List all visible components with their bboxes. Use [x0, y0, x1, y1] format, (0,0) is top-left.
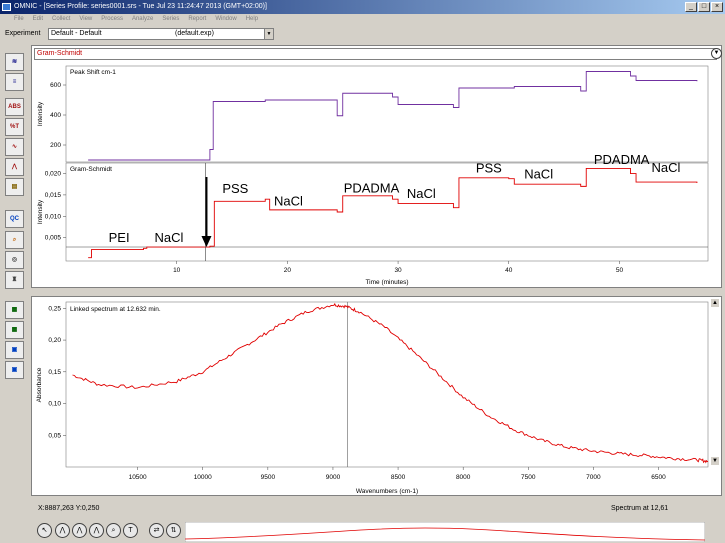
- scroll-up-button[interactable]: ▲: [712, 300, 718, 306]
- spectrum-y-tick-label: 0,10: [48, 400, 61, 408]
- menu-file[interactable]: File: [14, 16, 24, 22]
- menu-report[interactable]: Report: [188, 16, 207, 22]
- spectrum-series: [73, 304, 709, 463]
- chevron-down-icon[interactable]: ▼: [711, 48, 722, 59]
- down-arrow-icon: [201, 236, 211, 247]
- zoom-tool-icon[interactable]: ⌕: [106, 523, 121, 538]
- expand-icon[interactable]: ⇄: [149, 523, 164, 538]
- peak-height-icon[interactable]: ⋀: [72, 523, 87, 538]
- region-tool-icon[interactable]: ⋀: [55, 523, 70, 538]
- menu-view[interactable]: View: [79, 16, 93, 22]
- series-c-icon[interactable]: ▣: [5, 341, 24, 359]
- menu-analyze[interactable]: Analyze: [131, 16, 154, 22]
- abs-icon[interactable]: ABS: [5, 98, 24, 116]
- window-titlebar: [0, 0, 725, 14]
- peak-y-tick-label: 200: [50, 142, 61, 149]
- experiment-select[interactable]: [48, 28, 274, 40]
- menu-edit[interactable]: Edit: [32, 16, 44, 22]
- spectrum-x-tick-label: 9500: [260, 474, 276, 481]
- peak-panel-title: Peak Shift cm-1: [70, 69, 116, 76]
- chevron-down-icon[interactable]: ▼: [264, 29, 273, 39]
- peak-plot-frame: [66, 66, 708, 162]
- spectrum-x-tick-label: 7000: [586, 474, 601, 481]
- step-annotation: PDADMA: [343, 180, 400, 196]
- library-icon[interactable]: ▤: [5, 178, 24, 196]
- step-annotation: PSS: [222, 180, 249, 196]
- gs-y-tick-label: 0,020: [44, 170, 61, 178]
- qc-icon[interactable]: QC: [5, 210, 24, 228]
- minimize-button[interactable]: _: [685, 2, 697, 12]
- profile-selector[interactable]: [34, 48, 717, 60]
- menu-series[interactable]: Series: [162, 16, 180, 22]
- top-x-label: Time (minutes): [365, 279, 409, 286]
- experiment-label: Experiment: [5, 30, 41, 37]
- series-d-icon[interactable]: ▣: [5, 361, 24, 379]
- spectrum-y-tick-label: 0,25: [48, 305, 61, 313]
- menu-window[interactable]: Window: [215, 16, 237, 22]
- time-x-tick-label: 20: [283, 267, 291, 274]
- series-profile-chart[interactable]: [32, 60, 721, 288]
- menu-process[interactable]: Process: [101, 16, 123, 22]
- app-icon: [2, 3, 11, 11]
- gs-y-tick-label: 0,005: [44, 234, 61, 242]
- peak-icon[interactable]: ⋀: [5, 158, 24, 176]
- spectrum-x-tick-label: 6500: [651, 474, 666, 481]
- step-annotation: PSS: [475, 160, 502, 176]
- menu-help[interactable]: Help: [245, 16, 259, 22]
- step-annotation: NaCl: [651, 159, 681, 175]
- menu-bar: [0, 14, 725, 25]
- step-annotation: PEI: [108, 229, 130, 245]
- stack-icon[interactable]: ≡: [5, 73, 24, 91]
- spectrum-y-tick-label: 0,15: [48, 368, 61, 376]
- gs-plot-frame: [66, 163, 708, 261]
- percent-t-icon[interactable]: %T: [5, 118, 24, 136]
- experiment-value: Default - Default: [51, 30, 102, 37]
- window-title: OMNIC - [Series Profile: series0001.srs - Tue Jul 23 11:24:47 2013 (GMT+02:00)]: [14, 3, 267, 10]
- step-annotation: NaCl: [274, 193, 303, 209]
- peak-y-tick-label: 400: [50, 112, 61, 119]
- step-annotation: PDADMA: [593, 152, 650, 168]
- overview-pane[interactable]: [185, 522, 705, 542]
- time-x-tick-label: 10: [173, 267, 181, 274]
- menu-collect[interactable]: Collect: [52, 16, 71, 22]
- gs-y-tick-label: 0,010: [44, 213, 61, 221]
- chemigram-icon[interactable]: ◎: [5, 251, 24, 269]
- spectrum-x-tick-label: 8000: [455, 474, 471, 481]
- experiment-bar: [0, 25, 725, 45]
- baseline-icon[interactable]: ∿: [5, 138, 24, 156]
- spectrum-x-tick-label: 8500: [390, 474, 406, 481]
- time-x-tick-label: 30: [394, 267, 402, 274]
- cursor-coordinates: X:8887,263 Y:0,250: [38, 505, 100, 512]
- time-x-tick-label: 50: [615, 267, 624, 274]
- series-profile-panel: [31, 45, 722, 288]
- spectrum-x-tick-label: 10500: [128, 474, 147, 481]
- left-toolbar: [0, 45, 30, 435]
- spectrum-x-tick-label: 10000: [193, 474, 212, 481]
- spectrum-y-tick-label: 0,20: [48, 337, 61, 345]
- step-annotation: NaCl: [524, 166, 554, 182]
- series-a-icon[interactable]: ▦: [5, 301, 24, 319]
- step-annotation: NaCl: [154, 229, 184, 245]
- spectrum-x-label: Wavenumbers (cm-1): [355, 488, 419, 495]
- experiment-file: (default.exp): [175, 30, 214, 37]
- time-x-tick-label: 40: [505, 267, 513, 274]
- spectrum-title: Linked spectrum at 12.632 min.: [70, 306, 161, 313]
- profile-selector-value: Gram-Schmidt: [37, 50, 83, 57]
- spectrum-x-tick-label: 9000: [325, 474, 341, 481]
- peak-shift-series: [88, 72, 697, 161]
- spectrum-time: Spectrum at 12,61: [611, 505, 669, 512]
- gs-y-tick-label: 0,015: [44, 191, 61, 199]
- peak-y-tick-label: 600: [50, 82, 61, 89]
- gs-y-label: Intensity: [37, 199, 44, 225]
- gs-panel-title: Gram-Schmidt: [70, 166, 112, 173]
- label-tool-icon[interactable]: T: [123, 523, 138, 538]
- status-bar: [0, 496, 725, 518]
- step-annotation: NaCl: [406, 185, 436, 201]
- spectrum-y-tick-label: 0,05: [48, 432, 61, 440]
- contract-icon[interactable]: ⇅: [166, 523, 181, 538]
- bottom-toolbar: [0, 520, 725, 543]
- peak-area-icon[interactable]: ⋀: [89, 523, 104, 538]
- peak-y-label: Intensity: [37, 101, 44, 127]
- select-tool-icon[interactable]: ↖: [37, 523, 52, 538]
- spectra-icon[interactable]: ≋: [5, 53, 24, 71]
- close-button[interactable]: ×: [711, 2, 723, 12]
- maximize-button[interactable]: □: [698, 2, 710, 12]
- atr-icon[interactable]: ♜: [5, 271, 24, 289]
- scroll-down-button[interactable]: ▼: [712, 458, 718, 464]
- series-b-icon[interactable]: ▦: [5, 321, 24, 339]
- spectrum-y-label: Absorbance: [36, 367, 43, 403]
- spectrum-x-tick-label: 7500: [521, 474, 536, 481]
- linked-spectrum-panel: [31, 296, 722, 496]
- search-icon[interactable]: ⌕: [5, 231, 24, 249]
- linked-spectrum-chart[interactable]: [32, 297, 721, 495]
